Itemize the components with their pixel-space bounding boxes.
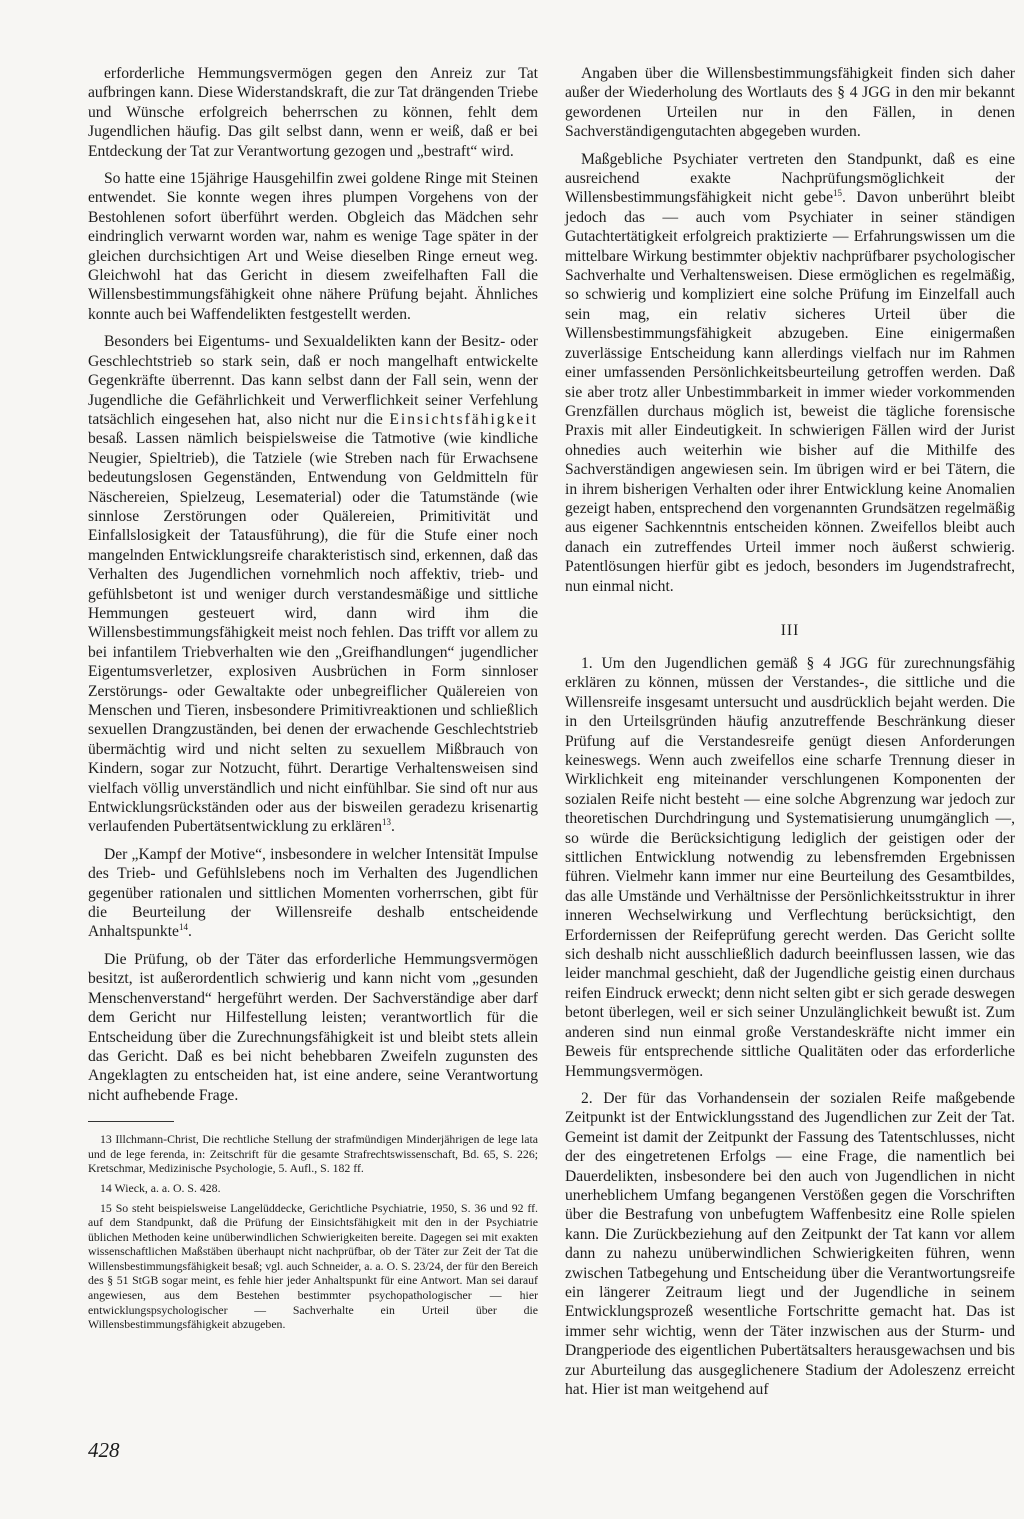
page-number: 428 (88, 1438, 120, 1462)
footnote-ref: 13 (382, 817, 391, 828)
paragraph: Angaben über die Willensbestimmungsfähigkeit finden sich daher außer der Wiederholung des Wortlauts des § 4 JGG in den mir bekannt gewordenen Urteilen nur in den Fällen, in denen Sachverständigengutachten abgegeben wurden. (565, 65, 1015, 141)
footnote-ref: 14 (178, 922, 188, 933)
text-run: . (391, 818, 395, 836)
text-run: besaß. Lassen nämlich beispielsweise die Tatmotive (wie kindliche Neugier, Spieltrieb), die Tatziele (wie Streben nach für Erwachsene bedeutungslosen Gegenständen, Entwendung von Geldmitteln für Näschereien, Spielzeug, Lesematerial) oder die Tatumstände (wie sinnlose Zerstörungen oder Quälereien, Primitivität und Einfallslosigkeit der Tatausführung), die für die Stufe einer noch mangelnden Entwicklungsreife charakteristisch sind, erkennen, daß das Verhalten des Jugendlichen vornehmlich noch affektiv, trieb- und gefühlsbetont ist und weniger durch verstandesmäßige und sittliche Hemmungen gesteuert wird, dann wird ihm die Willensbestimmungsfähigkeit meist noch fehlen. Das trifft vor allem zu bei infantilem Triebverhalten wie den „Greifhandlungen“ jugendlicher Eigentumsverletzer, explosiven Ausbrüchen in Form sinnloser Zerstörungs- oder Gewaltakte oder unbegreiflicher Quälereien von Menschen und Tieren, insbesondere Primitivreaktionen und schließlich sexuellen Drangzuständen, bei denen der erwachende Geschlechtstrieb übermächtig wird und nicht selten zu sexuellem Mißbrauch von Kindern, sogar zur Notzucht, führt. Derartige Verhaltensweisen sind vielfach völlig unverständlich und nicht einfühlbar. Sie sind oft nur aus Entwicklungsrückständen oder aus der bisweilen geradezu krisenartig verlaufenden Pubertätsentwicklung zu erklären (88, 430, 538, 836)
paragraph: Die Prüfung, ob der Täter das erforderliche Hemmungsvermögen besitzt, ist außerordentlich schwierig und kann nicht vom „gesunden Menschenverstand“ hergeführt werden. Der Sachverständige aber darf dem Gericht nur Hilfestellung leisten; verantwortlich für die Entscheidung über die Zurechnungsfähigkeit ist und bleibt stets allein das Gericht. Daß es bei nicht behebbaren Zweifeln zugunsten des Angeklagten zu entscheiden hat, ist eine andere, seine Verantwortung nicht aufhebende Frage. (88, 950, 538, 1104)
left-column (88, 64, 538, 1337)
section-heading: III (780, 621, 800, 639)
footnote: 15 So steht beispielsweise Langelüddecke, Gerichtliche Psychiatrie, 1950, S. 36 und 92 ff. auf dem Standpunkt, daß die Prüfung der Einsichtsfähigkeit mit den in der Psychiatrie üblichen Methoden keine unüberwindlichen Schwierigkeiten bereite. Dagegen sei mit exakten wissenschaftlichen Maßstäben überhaupt nicht nachprüfbar, ob der Täter zur Zeit der Tat die Willensbestimmungsfähigkeit besaß; vgl. auch Schneider, a. a. O. S. 23/24, der für den Bereich des § 51 StGB sogar meint, es fehle hier jeder Anhaltspunkt für eine Antwort. Man sei darauf angewiesen, aus dem Bestehen bestimmter psychopathologischer — hier entwicklungspsychologischer — Sachverhalte ein Urteil über die Willensbestimmungsfähigkeit abzugeben. (88, 1200, 538, 1332)
text-run: . Davon unberührt bleibt jedoch das — auch vom Psychiater in seiner ständigen Gutachtertätigkeit erfolgreich praktizierte — Erfahrungswissen um die mittelbare Wirkung bestimmter objektiv nachprüfbarer psychologischer Sachverhalte und Verhaltensweisen. Diese ermöglichen es regelmäßig, so schwierig und kompliziert eine solche Prüfung im Einzelfall auch sein mag, ein relativ sicheres Urteil über die Willensbestimmungsfähigkeit abzugeben. Eine einigermaßen zuverlässige Entscheidung kann allerdings vielfach nur im Rahmen einer umfassenden Persönlichkeitsbeurteilung getroffen werden. Daß sie aber trotz aller Unbestimmbarkeit in immer wieder vorkommenden Grenzfällen durchaus möglich ist, beweist die tägliche forensische Praxis mit aller Eindeutigkeit. In schwierigen Fällen wird der Jurist ohnedies auch weiterhin wie bisher auf die Mithilfe des Sachverständigen angewiesen sein. Im übrigen wird er bei Tätern, die in ihrem bisherigen Verhalten oder ihrer Entwicklung keine Anomalien gezeigt haben, entsprechend den vorgenannten Grundsätzen regelmäßig aus eigener Sachkenntnis entscheiden können. Zweifellos bleibt auch danach ein zutreffendes Urteil immer noch äußerst schwierig. Patentlösungen hierfür gibt es jedoch, besonders im Jugendstrafrecht, nun einmal nicht. (565, 189, 1015, 595)
paragraph: 2. Der für das Vorhandensein der sozialen Reife maßgebende Zeitpunkt ist der Entwicklungsstand des Jugendlichen zur Zeit der Tat. Gemeint ist damit der Zeitpunkt der Fassung des Tatentschlusses, nicht der des eingetretenen Erfolgs — eine Frage, die namentlich bei Dauerdelikten, insbesondere bei den auch von Jugendlichen in nicht unerheblichem Umfang begangenen Verstößen gegen die Vorschriften über die Bestrafung von unbefugtem Waffenbesitz eine Rolle spielen kann. Die Zurückbeziehung auf den Zeitpunkt der Tat kann vor allem dann zu nahezu unüberwindlichen Schwierigkeiten führen, wenn zwischen Tatbegehung und Entscheidung über die Verantwortungsreife ein längerer Zeitraum liegt und der Jugendliche in seinem Entwicklungsprozeß wesentliche Fortschritte gemacht hat. Das ist immer sehr wichtig, wenn der Täter inzwischen aus der Sturm- und Drangperiode des eigentlichen Pubertätsalters herausgewachsen und bis zur Aburteilung das ausgeglichenere Stadium der Adoleszenz erreicht hat. Hier ist man weitgehend auf (565, 1089, 1015, 1398)
text-run: Maßgebliche Psychiater vertreten den Standpunkt, daß es eine ausreichend exakte Nachprüfungsmöglichkeit der Willensbestimmungsfähigkeit nicht gebe (565, 150, 1015, 207)
paragraph (565, 150, 1015, 596)
footnote: 13 Illchmann-Christ, Die rechtliche Stellung der strafmündigen Minderjährigen de lege lata und de lege ferenda, in: Zeitschrift für die gesamte Strafrechtswissenschaft, Bd. 65, S. 226; Kretschmar, Medizinische Psychologie, 5. Aufl., S. 182 ff. (88, 1132, 538, 1176)
text-run: . (187, 923, 192, 941)
paragraph: 1. Um den Jugendlichen gemäß § 4 JGG für zurechnungsfähig erklären zu können, müssen der Verstandes-, die sittliche und die Willensreife insgesamt untersucht und ausdrücklich bejaht werden. Die in den Urteilsgründen häufig anzutreffende Beschränkung dieser Prüfung auf die Verstandesreife genügt diesen Anforderungen keineswegs. Wenn auch zweifellos eine scharfe Trennung dieser in Wirklichkeit eng miteinander verschlungenen Komponenten der sozialen Reife nicht besteht — eine solche Abgrenzung war jedoch zur theoretischen Durchdringung und Systematisierung unumgänglich —, so würde die Berücksichtigung lediglich der geistigen oder der sittlichen Entwicklung notwendig zu lebensfremden Ergebnissen führen. Vielmehr kann immer nur eine Beurteilung des Gesamtbildes, das alle Umstände und Verhältnisse der Persönlichkeitsstruktur in ihrer inneren Wechselwirkung und Verflechtung berücksichtigt, den Erfordernissen der Reifeprüfung gerecht werden. Das Gericht sollte sich deshalb nicht ausschließlich dadurch beeinflussen lassen, wie das leider manchmal geschieht, daß der Jugendliche geistig einen durchaus reifen Eindruck erweckt; denn nicht selten gibt er sich gerade deswegen betont überlegen, weil er sich seiner Unzulänglichkeit bewußt ist. Zum anderen sind nun einmal große Verstandeskräfte nicht immer ein Beweis für entsprechende sittliche Qualitäten oder das erforderliche Hemmungsvermögen. (565, 654, 1015, 1080)
paragraph: erforderliche Hemmungsvermögen gegen den Anreiz zur Tat aufbringen kann. Diese Widerstandskraft, die zur Tat drängenden Triebe und Wünsche erfolgreich beherrschen zu können, fehlt dem Jugendlichen häufig. Das gilt selbst dann, wenn er weiß, daß er bei Entdeckung der Tat zur Verantwortung gezogen und „bestraft“ wird. (88, 65, 538, 160)
paragraph: So hatte eine 15jährige Hausgehilfin zwei goldene Ringe mit Steinen entwendet. Sie konnte wegen ihres plumpen Vorgehens von der Bestohlenen sofort überführt werden. Obgleich das Mädchen sehr eindringlich verwarnt worden war, nahm es wenige Tage später in der gleichen durchsichtigen Art und Weise dieselben Ringe erneut weg. Gleichwohl hat das Gericht in diesem zweifelhaften Fall die Willensbestimmungsfähigkeit ohne nähere Prüfung bejaht. Ähnliches konnte auch bei Waffendelikten festgestellt werden. (88, 170, 538, 323)
emphasized-term: Einsichtsfähigkeit (389, 410, 538, 428)
right-column (565, 64, 1015, 1407)
footnote-ref: 15 (833, 188, 843, 199)
text-run: Besonders bei Eigentums- und Sexualdelikten kann der Besitz- oder Geschlechtstrieb so stark sein, daß er noch mangelhaft entwickelte Gegenkräfte überrennt. Das kann selbst dann der Fall sein, wenn der Jugendliche die Gefährlichkeit und Verwerflichkeit seiner Verfehlung tatsächlich eingesehen hat, also nicht nur die (88, 333, 538, 428)
paragraph (88, 332, 538, 837)
paragraph (88, 845, 538, 942)
footnote-divider (88, 1121, 174, 1122)
footnote: 14 Wieck, a. a. O. S. 428. (100, 1180, 221, 1195)
text-run: Der „Kampf der Motive“, insbesondere in welcher Intensität Impulse des Trieb- und Gefühlslebens noch im Verhalten des Jugendlichen gegenüber rationalen und sittlichen Momenten vorherrschen, gibt für die Beurteilung der Willensreife deshalb entscheidende Anhaltspunkte (88, 845, 538, 941)
